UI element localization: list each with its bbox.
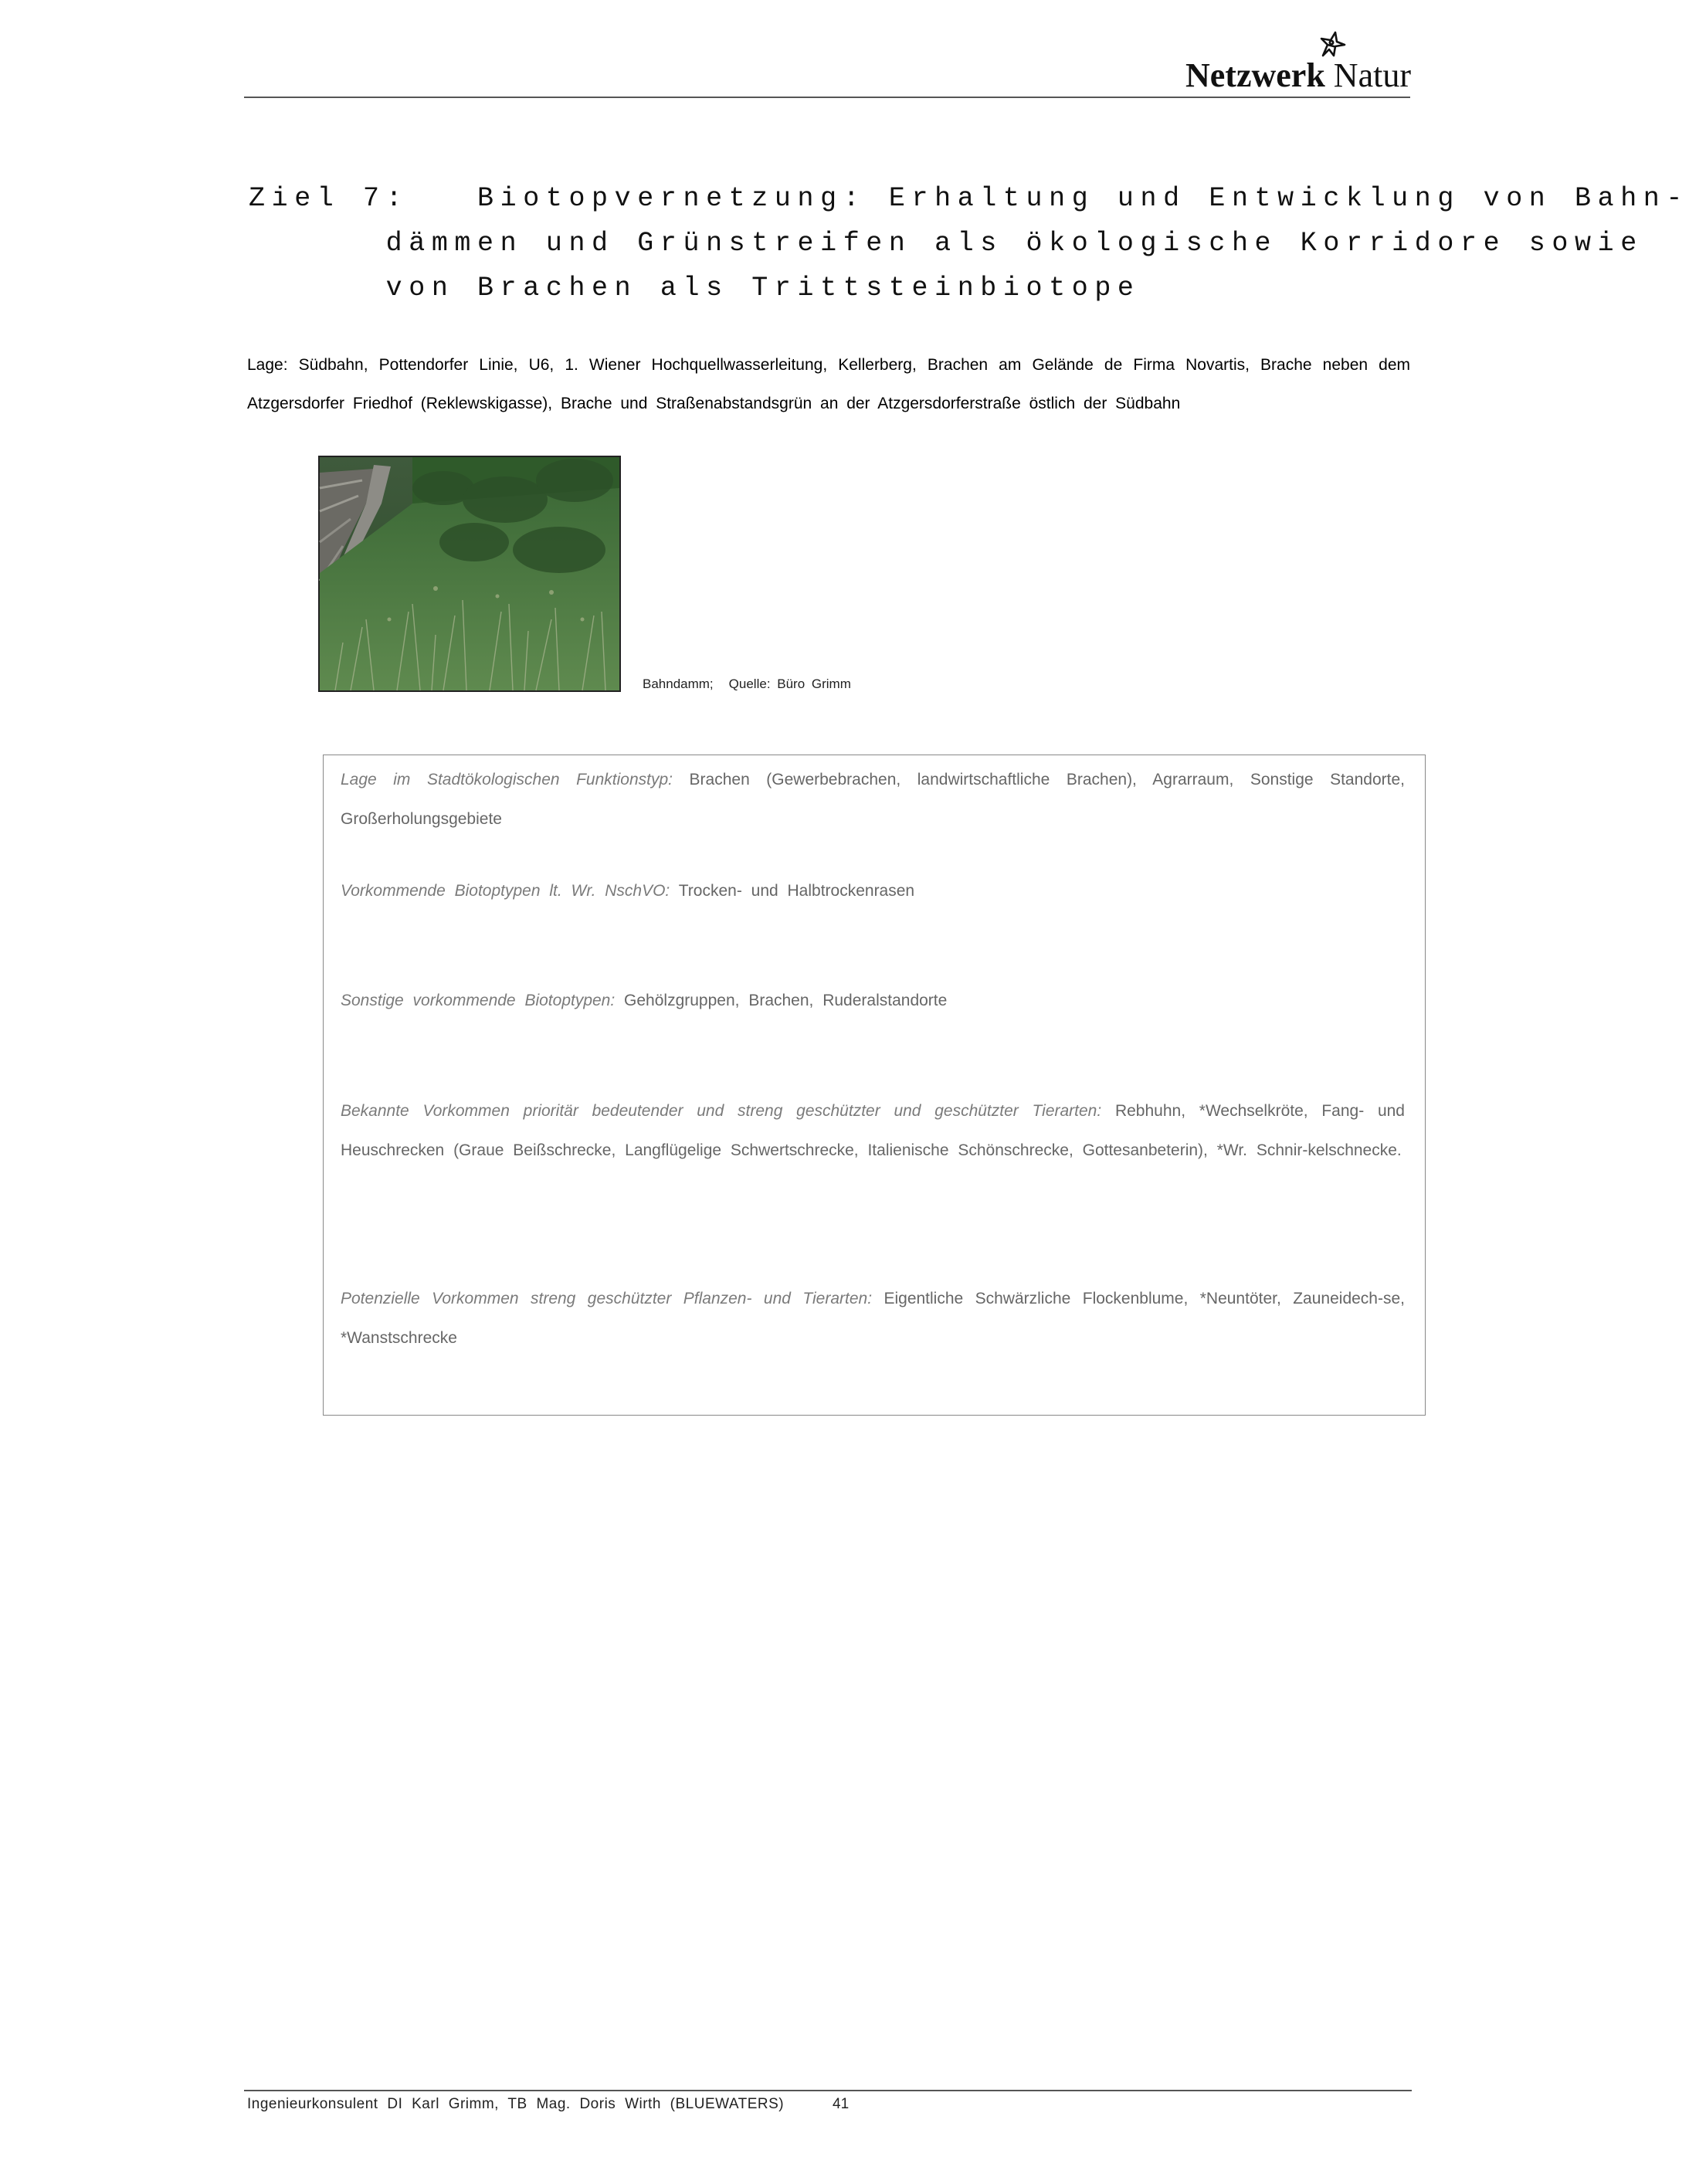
title-line-1: Ziel 7: Biotopvernetzung: Erhaltung und Entwicklung von Bahn- [249,183,1689,214]
page-title [249,176,1689,310]
photo-illustration [320,457,619,690]
entry-biotoptypen [341,871,1405,911]
logo-wordmark: Netzwerk Natur [1185,56,1411,94]
photo-caption [643,677,867,692]
entry-value: Brachen (Gewerbebrachen, landwirtschaftliche Brachen), Agrarraum, Sonstige Standorte, Großerholungsgebiete [341,771,1405,828]
logo [1185,29,1417,99]
title-line-2: dämmen und Grünstreifen als ökologische Korridore sowie [249,228,1643,259]
entry-label: Bekannte Vorkommen prioritär bedeutender und streng geschützter und geschützter Tierarten: [341,1102,1102,1120]
entry-label: Sonstige vorkommende Biotoptypen: [341,992,616,1009]
entry-label: Vorkommende Biotoptypen lt. Wr. NschVO: [341,882,670,900]
info-box [323,755,1426,1416]
entry-label: Lage im Stadtökologischen Funktionstyp: [341,771,673,788]
title-line-3: von Brachen als Trittsteinbiotope [249,273,1141,304]
footer-rule [244,2090,1412,2091]
page-number: 41 [833,2096,850,2112]
footer-credit: Ingenieurkonsulent DI Karl Grimm, TB Mag. Doris Wirth (BLUEWATERS) [247,2096,785,2112]
entry-sonstige-biotoptypen [341,981,1405,1020]
entry-funktionstyp [341,760,1405,839]
railway-embankment-photo [318,456,621,692]
location-paragraph: Lage: Südbahn, Pottendorfer Linie, U6, 1. Wiener Hochquellwasserleitung, Kellerberg, Brachen am Gelände de Firma Novartis, Brache neben dem Atzgersdorfer Friedhof (Reklewskigasse), Brache und Straßenabstandsgrün an der Atzgersdorferstraße östlich der Südbahn [247,356,1410,412]
entry-label: Potenzielle Vorkommen streng geschützter Pflanzen- und Tierarten: [341,1290,873,1307]
entry-value: Gehölzgruppen, Brachen, Ruderalstandorte [624,992,948,1009]
header-rule [244,97,1410,98]
caption-source: Quelle: Büro Grimm [728,677,851,691]
entry-value: Rebhuhn, *Wechselkröte, Fang- und Heuschrecken (Graue Beißschrecke, Langflügelige Schwertschrecke, Italienische Schönschrecke, Gottesanbeterin), *Wr. Schnir-kelschnecke. [341,1102,1405,1159]
caption-subject: Bahndamm; [643,677,714,691]
entry-value: Eigentliche Schwärzliche Flockenblume, *Neuntöter, Zauneidech-se, *Wanstschrecke [341,1290,1405,1347]
entry-value: Trocken- und Halbtrockenrasen [678,882,915,900]
entry-potenzielle [341,1279,1405,1358]
entry-tierarten [341,1091,1405,1170]
